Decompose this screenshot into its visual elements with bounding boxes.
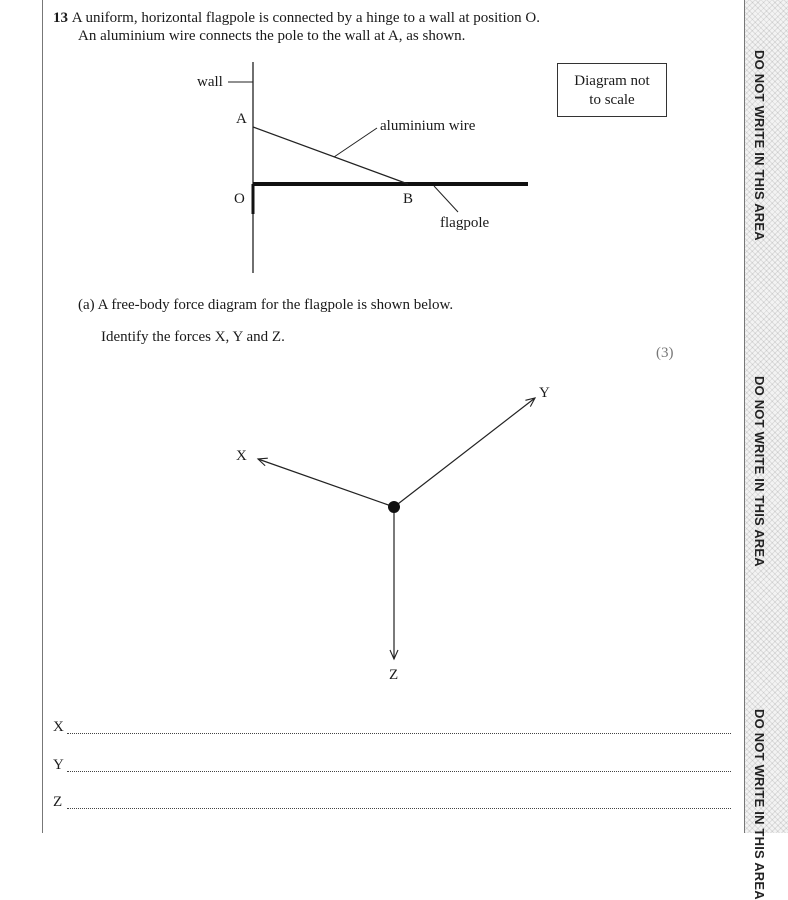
force-label-x: X — [236, 448, 247, 464]
answer-line-x[interactable] — [67, 733, 731, 734]
aluminium-wire-line — [253, 127, 408, 184]
answer-letter-x: X — [53, 719, 64, 735]
flagpole-leader-line — [434, 186, 458, 212]
question-number: 13 — [53, 10, 68, 26]
answer-line-z[interactable] — [67, 808, 731, 809]
label-aluminium-wire: aluminium wire — [380, 118, 476, 134]
marks-label: (3) — [656, 345, 674, 361]
sidebar-label-3: DO NOT WRITE IN THIS AREA — [752, 709, 767, 900]
label-flagpole: flagpole — [440, 215, 490, 231]
label-b: B — [403, 191, 414, 207]
question-line-2: An aluminium wire connects the pole to the wall at A, as shown. — [78, 28, 466, 44]
label-a: A — [236, 111, 247, 127]
sidebar-label-2: DO NOT WRITE IN THIS AREA — [752, 376, 767, 567]
sidebar-label-1: DO NOT WRITE IN THIS AREA — [752, 50, 767, 241]
box-note-line-1: Diagram not — [574, 73, 650, 89]
question-text-1: A uniform, horizontal flagpole is connected by a hinge to a wall at position O. — [71, 10, 540, 26]
label-o: O — [234, 191, 245, 207]
force-x-arrow — [258, 459, 394, 507]
answer-row-x[interactable] — [53, 719, 731, 739]
wire-leader-line — [334, 128, 377, 157]
box-note-line-2: to scale — [589, 92, 635, 108]
answer-line-y[interactable] — [67, 771, 731, 772]
force-label-y: Y — [539, 385, 550, 401]
part-a-line-1: (a) A free-body force diagram for the flagpole is shown below. — [78, 297, 454, 313]
flagpole-point-dot — [388, 501, 400, 513]
label-wall: wall — [197, 74, 223, 90]
answer-row-z[interactable] — [53, 794, 731, 814]
force-y-arrow — [394, 398, 535, 507]
force-label-z: Z — [389, 667, 399, 683]
answer-letter-y: Y — [53, 757, 64, 773]
part-a-line-2: Identify the forces X, Y and Z. — [101, 329, 285, 345]
answer-row-y[interactable] — [53, 757, 731, 777]
answer-letter-z: Z — [53, 794, 63, 810]
